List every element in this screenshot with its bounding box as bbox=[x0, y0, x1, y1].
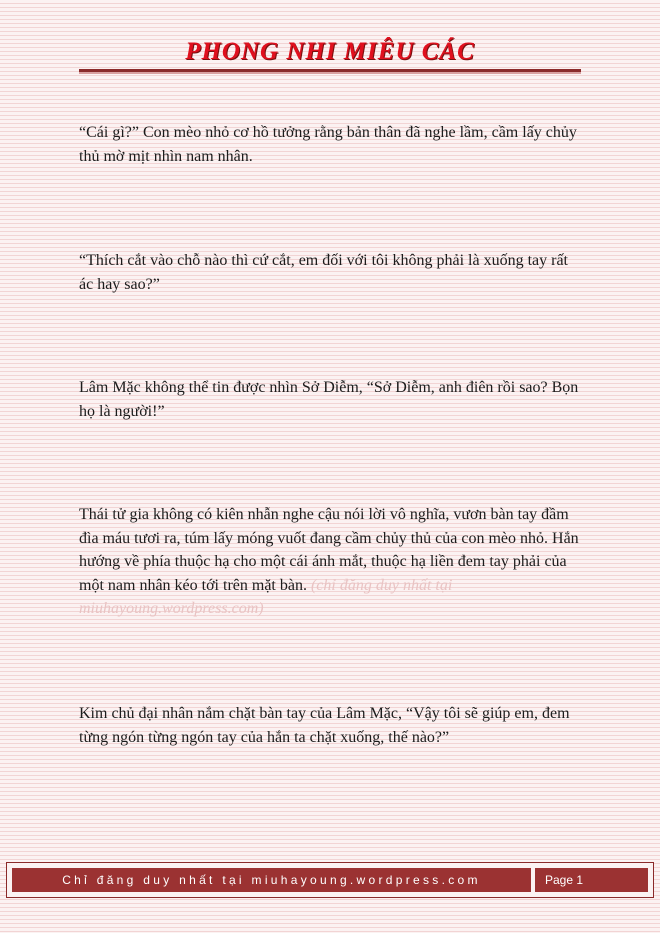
page-number: Page 1 bbox=[535, 868, 648, 892]
header-divider bbox=[79, 69, 581, 72]
watermark-notice: (chỉ đăng duy nhất tại miuhayoung.wordpress.com) bbox=[79, 576, 453, 617]
paragraph-3: Lâm Mặc không thể tin được nhìn Sở Diễm, “Sở Diễm, anh điên rồi sao? Bọn họ là người!” bbox=[79, 379, 579, 420]
footer-notice: Chỉ đăng duy nhất tại miuhayoung.wordpress.com bbox=[12, 868, 531, 892]
page-header-title: PHONG NHI MIÊU CÁC bbox=[185, 38, 475, 65]
paragraph-4 bbox=[79, 503, 579, 621]
page-footer bbox=[6, 862, 654, 898]
paragraph-2: “Thích cắt vào chỗ nào thì cứ cắt, em đối với tôi không phải là xuống tay rất ác hay sao?” bbox=[79, 252, 568, 293]
paragraph-4-text: Thái tử gia không có kiên nhẫn nghe cậu nói lời vô nghĩa, vươn bàn tay đầm đìa máu tươi ra, túm lấy móng vuốt đang cầm chủy thủ của con mèo nhỏ. Hắn hướng về phía thuộc hạ cho một cái ánh mắt, thuộc hạ liền đem tay phải của một nam nhân kéo tới trên mặt bàn. bbox=[79, 506, 579, 594]
paragraph-5: Kim chủ đại nhân nắm chặt bàn tay của Lâm Mặc, “Vậy tôi sẽ giúp em, đem từng ngón từng ngón tay của hắn ta chặt xuống, thế nào?” bbox=[79, 705, 570, 746]
paragraph-1: “Cái gì?” Con mèo nhỏ cơ hồ tưởng rằng bản thân đã nghe lầm, cầm lấy chủy thủ mờ mịt nhìn nam nhân. bbox=[79, 124, 577, 165]
